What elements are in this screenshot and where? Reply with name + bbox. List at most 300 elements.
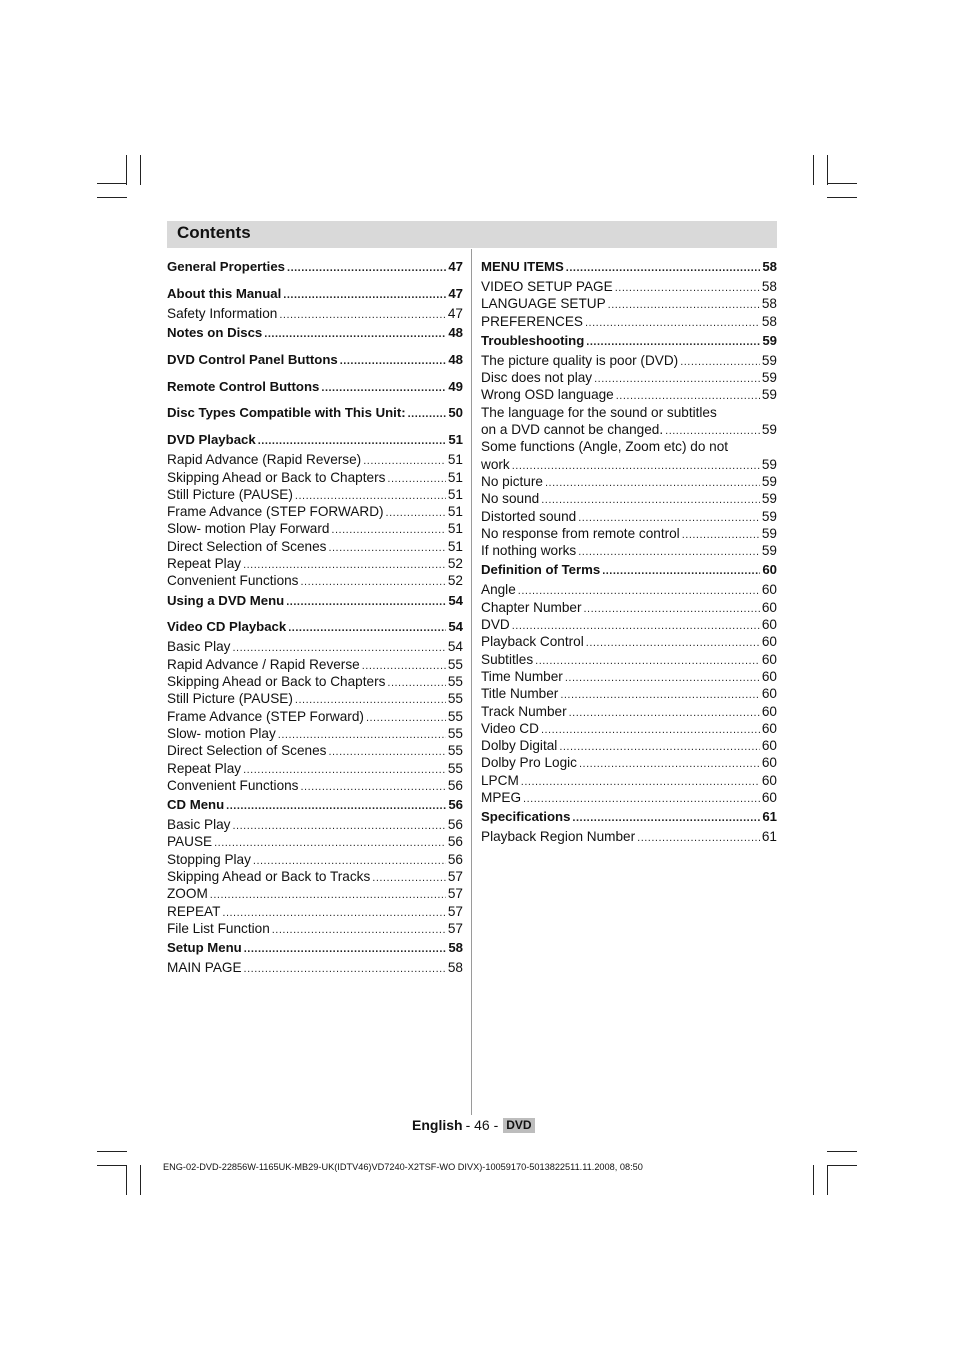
toc-entry-title: PREFERENCES [481, 313, 583, 329]
toc-entry-page: 60 [761, 668, 777, 684]
crop-mark [97, 197, 127, 198]
toc-entry-title: Remote Control Buttons [167, 378, 320, 394]
toc-entry-title: Troubleshooting [481, 332, 585, 348]
toc-entry-title: MENU ITEMS [481, 259, 564, 274]
toc-entry-title: Basic Play [167, 817, 231, 833]
toc-entry [167, 520, 463, 537]
toc-dot-leader [287, 257, 446, 278]
toc-entry-page: 60 [761, 582, 777, 598]
toc-entry-page: 60 [761, 703, 777, 719]
toc-entry-title: No response from remote control [481, 525, 680, 541]
toc-entry [167, 777, 463, 794]
toc-entry-title: LANGUAGE SETUP [481, 296, 606, 312]
crop-mark [827, 1165, 828, 1195]
toc-dot-leader [541, 722, 760, 737]
toc-entry-page: 59 [761, 491, 777, 507]
toc-dot-leader [300, 574, 445, 589]
toc-entry-title: Repeat Play [167, 556, 242, 572]
toc-entry [481, 633, 777, 650]
toc-entry-page: 58 [448, 940, 463, 956]
toc-dot-leader [585, 315, 760, 330]
crop-mark [827, 1165, 857, 1166]
toc-entry [481, 599, 777, 616]
toc-dot-leader [578, 510, 760, 525]
toc-entry-page: 59 [761, 543, 777, 559]
toc-entry [167, 503, 463, 520]
toc-entry [167, 760, 463, 777]
toc-entry [481, 525, 777, 542]
toc-dot-leader [243, 557, 446, 572]
toc-dot-leader [387, 471, 445, 486]
toc-section-entry [167, 794, 463, 816]
toc-entry-title: Frame Advance (STEP FORWARD) [167, 504, 384, 520]
toc-entry [167, 903, 463, 920]
toc-entry-page: 47 [448, 285, 463, 301]
toc-dot-leader [559, 739, 760, 754]
toc-dot-leader [214, 835, 446, 850]
toc-entry-page: 60 [761, 651, 777, 667]
toc-entry-title: Rapid Advance / Rapid Reverse [167, 656, 360, 672]
toc-dot-leader [680, 354, 760, 369]
toc-entry-title: Skipping Ahead or Back to Chapters [167, 674, 386, 690]
toc-entry [481, 295, 777, 312]
toc-dot-leader [616, 388, 760, 403]
toc-entry [481, 473, 777, 490]
toc-dot-leader [565, 670, 760, 685]
toc-dot-leader [408, 403, 447, 424]
toc-entry-title: Slow- motion Play Forward [167, 521, 330, 537]
crop-mark [97, 1165, 127, 1166]
toc-dot-leader [569, 705, 760, 720]
toc-entry-title: No picture [481, 473, 543, 489]
toc-entry-page: 56 [447, 851, 463, 867]
toc-entry-page: 60 [761, 617, 777, 633]
toc-section-entry [167, 429, 463, 451]
toc-entry [481, 508, 777, 525]
toc-dot-leader [321, 377, 446, 398]
toc-entry-page: 59 [762, 332, 777, 348]
toc-entry-page: 48 [448, 351, 463, 367]
toc-dot-leader [232, 818, 445, 833]
toc-entry-title: Subtitles [481, 651, 534, 667]
toc-dot-leader [366, 710, 446, 725]
toc-dot-leader [300, 779, 445, 794]
toc-entry-page: 47 [447, 305, 463, 321]
toc-entry [167, 555, 463, 572]
toc-section-entry [481, 330, 777, 352]
toc-entry [481, 772, 777, 789]
toc-entry-page: 55 [447, 760, 463, 776]
toc-entry [481, 313, 777, 330]
toc-entry [481, 737, 777, 754]
toc-dot-leader [362, 658, 446, 673]
toc-entry-title: Direct Selection of Scenes [167, 743, 327, 759]
toc-entry-title: MAIN PAGE [167, 960, 242, 976]
toc-entry-title: Disc does not play [481, 370, 593, 386]
toc-entry-page: 59 [761, 473, 777, 489]
toc-entry-page: 60 [761, 772, 777, 788]
toc-left-column [167, 256, 463, 977]
toc-entry [167, 868, 463, 885]
toc-entry-page: 56 [447, 817, 463, 833]
toc-entry [481, 421, 777, 438]
toc-entry-page: 47 [448, 259, 463, 274]
toc-dot-leader [244, 938, 447, 959]
toc-entry [481, 542, 777, 559]
toc-entry-page: 59 [761, 422, 777, 438]
toc-dot-leader [328, 540, 445, 555]
toc-entry-title: Playback Region Number [481, 829, 636, 845]
toc-entry [167, 638, 463, 655]
toc-dot-leader [283, 284, 446, 305]
toc-entry-page: 59 [761, 370, 777, 386]
toc-dot-leader [615, 280, 760, 295]
toc-entry-title: Wrong OSD language [481, 387, 614, 403]
toc-entry-title: Time Number [481, 668, 563, 684]
toc-entry-title: Using a DVD Menu [167, 592, 285, 608]
toc-entry-title: MPEG [481, 790, 522, 806]
toc-entry-title: Dolby Pro Logic [481, 755, 577, 771]
toc-entry-title: DVD Playback [167, 432, 256, 448]
toc-entry [481, 616, 777, 633]
toc-dot-leader [545, 475, 760, 490]
print-file-info: ENG-02-DVD-22856W-1165UK-MB29-UK(IDTV46)VD7240-X2TSF-WO DIVX)-10059170-5013822511.11.2008, 08:50 [163, 1162, 643, 1172]
toc-entry-page: 54 [447, 639, 463, 655]
toc-dot-leader [584, 601, 760, 616]
toc-dot-leader [541, 492, 760, 507]
toc-entry-page: 57 [447, 886, 463, 902]
toc-dot-leader [386, 505, 446, 520]
toc-entry [167, 816, 463, 833]
toc-entry [481, 754, 777, 771]
toc-entry-page: 50 [448, 405, 463, 421]
toc-section-entry [481, 559, 777, 581]
toc-entry-page: 58 [761, 296, 777, 312]
toc-entry [481, 668, 777, 685]
toc-dot-leader [578, 544, 760, 559]
toc-entry [481, 438, 777, 455]
toc-entry-title: Angle [481, 582, 516, 598]
toc-entry-page: 60 [761, 755, 777, 771]
toc-dot-leader [521, 774, 760, 789]
toc-entry-title: Frame Advance (STEP Forward) [167, 708, 364, 724]
toc-entry-page: 51 [447, 504, 463, 520]
toc-dot-leader [331, 522, 445, 537]
toc-entry [167, 538, 463, 555]
toc-entry-title: About this Manual [167, 285, 282, 301]
toc-entry-title: Chapter Number [481, 599, 582, 615]
toc-entry [481, 490, 777, 507]
toc-entry-page: 59 [761, 456, 777, 472]
toc-entry-title: Specifications [481, 809, 571, 825]
toc-entry [481, 651, 777, 668]
toc-entry [481, 720, 777, 737]
toc-entry-page: 52 [447, 556, 463, 572]
toc-entry [167, 851, 463, 868]
toc-entry-page: 51 [447, 452, 463, 468]
toc-entry-page: 59 [761, 525, 777, 541]
toc-entry-page: 56 [447, 777, 463, 793]
toc-entry-title: If nothing works [481, 543, 577, 559]
toc-entry-page: 51 [447, 538, 463, 554]
toc-entry-title: DVD [481, 617, 510, 633]
toc-dot-leader [512, 458, 760, 473]
toc-dot-leader [222, 905, 445, 920]
toc-entry-page: 55 [447, 708, 463, 724]
toc-entry-page: 61 [761, 829, 777, 845]
toc-entry [167, 959, 463, 976]
toc-entry-title: Slow- motion Play [167, 725, 276, 741]
toc-entry-title: Repeat Play [167, 760, 242, 776]
footer-language: English [412, 1117, 463, 1133]
toc-entry-page: 60 [761, 599, 777, 615]
toc-entry [167, 469, 463, 486]
toc-entry-page: 55 [447, 743, 463, 759]
toc-dot-leader [608, 297, 760, 312]
toc-section-entry [167, 349, 463, 371]
crop-mark [140, 155, 141, 185]
toc-dot-leader [566, 257, 761, 278]
toc-entry-title: Playback Control [481, 634, 584, 650]
toc-entry-title: Video CD [481, 720, 539, 736]
toc-dot-leader [637, 830, 760, 845]
crop-mark [827, 1151, 857, 1152]
toc-dot-leader [586, 331, 760, 352]
toc-dot-leader [572, 807, 760, 828]
toc-entry [167, 833, 463, 850]
toc-entry-page: 59 [761, 387, 777, 403]
toc-entry-title: ZOOM [167, 886, 208, 902]
toc-entry-page: 60 [761, 720, 777, 736]
toc-dot-leader [232, 640, 445, 655]
toc-dot-leader [579, 756, 760, 771]
toc-entry [167, 742, 463, 759]
toc-entry-title: REPEAT [167, 903, 221, 919]
toc-entry-page: 58 [761, 279, 777, 294]
toc-entry-title: Disc Types Compatible with This Unit: [167, 405, 406, 421]
toc-entry-title: Basic Play [167, 639, 231, 655]
toc-section-entry [167, 376, 463, 398]
toc-entry-title: LPCM [481, 772, 519, 788]
toc-section-entry [167, 283, 463, 305]
toc-dot-leader [535, 653, 760, 668]
page-footer [412, 1117, 535, 1133]
toc-entry-title: Still Picture (PAUSE) [167, 486, 293, 502]
toc-entry [167, 920, 463, 937]
toc-dot-leader [602, 560, 760, 581]
toc-entry-title: Stopping Play [167, 851, 251, 867]
toc-entry [481, 369, 777, 386]
toc-dot-leader [244, 961, 446, 976]
toc-entry [167, 885, 463, 902]
toc-entry-page: 58 [447, 960, 463, 976]
toc-entry [481, 789, 777, 806]
toc-entry-title: PAUSE [167, 834, 213, 850]
toc-dot-leader [295, 488, 446, 503]
toc-entry-title: Skipping Ahead or Back to Tracks [167, 869, 371, 885]
toc-dot-leader [258, 430, 447, 451]
toc-entry-page: 56 [448, 797, 463, 813]
toc-entry [481, 404, 777, 421]
toc-dot-leader [328, 744, 445, 759]
toc-dot-leader [372, 870, 446, 885]
toc-section-entry [167, 616, 463, 638]
toc-entry-page: 60 [761, 686, 777, 702]
toc-entry-page: 48 [448, 325, 463, 341]
toc-entry-page: 61 [762, 809, 777, 825]
contents-header-bar [167, 221, 777, 248]
toc-entry-page: 52 [447, 573, 463, 589]
toc-entry [481, 828, 777, 845]
toc-entry-page: 60 [762, 562, 777, 578]
toc-dot-leader [512, 618, 760, 633]
toc-dot-leader [278, 727, 446, 742]
toc-right-column [481, 256, 777, 846]
toc-entry [481, 278, 777, 295]
toc-entry-title: Track Number [481, 703, 567, 719]
footer-dvd-badge: DVD [503, 1118, 534, 1133]
toc-dot-leader [682, 527, 760, 542]
toc-entry-title: Setup Menu [167, 940, 242, 956]
toc-section-entry [167, 256, 463, 278]
toc-dot-leader [387, 675, 445, 690]
toc-entry-title: The picture quality is poor (DVD) [481, 352, 679, 368]
toc-entry-title: The language for the sound or subtitles [481, 404, 717, 420]
crop-mark [126, 155, 127, 185]
toc-section-entry [167, 402, 463, 424]
toc-dot-leader [279, 307, 446, 322]
crop-mark [827, 155, 828, 185]
crop-mark [813, 155, 814, 185]
toc-entry-page: 54 [448, 592, 463, 608]
toc-dot-leader [288, 617, 446, 638]
footer-page-number: - 46 - [465, 1117, 499, 1133]
toc-entry-title: Still Picture (PAUSE) [167, 691, 293, 707]
toc-entry-page: 51 [447, 521, 463, 537]
toc-entry [167, 725, 463, 742]
toc-entry-page: 59 [761, 508, 777, 524]
toc-entry [481, 685, 777, 702]
toc-entry [481, 581, 777, 598]
toc-dot-leader [264, 323, 446, 344]
toc-section-entry [167, 937, 463, 959]
toc-entry [167, 690, 463, 707]
toc-entry [167, 486, 463, 503]
toc-entry-page: 55 [447, 656, 463, 672]
toc-entry-page: 56 [447, 834, 463, 850]
column-divider [471, 249, 472, 1115]
toc-dot-leader [586, 635, 760, 650]
toc-dot-leader [243, 762, 446, 777]
crop-mark [126, 1165, 127, 1195]
toc-entry-title: No sound [481, 491, 540, 507]
toc-entry-page: 58 [761, 313, 777, 329]
toc-entry [481, 386, 777, 403]
toc-section-entry [167, 322, 463, 344]
toc-entry [481, 352, 777, 369]
toc-entry-title: DVD Control Panel Buttons [167, 351, 338, 367]
toc-entry-title: on a DVD cannot be changed. [481, 422, 664, 438]
toc-entry-title: Definition of Terms [481, 562, 601, 578]
page-title: Contents [177, 223, 251, 242]
toc-entry-page: 51 [448, 432, 463, 448]
crop-mark [140, 1165, 141, 1195]
toc-entry-title: Distorted sound [481, 508, 577, 524]
toc-entry-title: CD Menu [167, 797, 225, 813]
toc-dot-leader [210, 887, 446, 902]
toc-dot-leader [272, 922, 446, 937]
toc-entry-page: 58 [762, 259, 777, 274]
toc-dot-leader [665, 423, 760, 438]
toc-dot-leader [226, 795, 446, 816]
crop-mark [827, 183, 857, 184]
toc-dot-leader [523, 791, 760, 806]
toc-dot-leader [363, 453, 446, 468]
toc-section-entry [167, 590, 463, 612]
toc-entry [167, 305, 463, 322]
toc-entry [167, 673, 463, 690]
toc-entry-page: 60 [761, 738, 777, 754]
toc-dot-leader [560, 687, 760, 702]
toc-entry-title: Dolby Digital [481, 738, 558, 754]
toc-entry-page: 60 [761, 634, 777, 650]
toc-entry-title: General Properties [167, 259, 286, 274]
toc-entry-title: Skipping Ahead or Back to Chapters [167, 469, 386, 485]
toc-entry-title: Direct Selection of Scenes [167, 538, 327, 554]
crop-mark [97, 183, 127, 184]
toc-entry-title: Video CD Playback [167, 619, 287, 635]
toc-entry-page: 54 [448, 619, 463, 635]
toc-entry [167, 572, 463, 589]
toc-entry [167, 708, 463, 725]
toc-dot-leader [295, 692, 446, 707]
toc-entry-page: 55 [447, 725, 463, 741]
toc-entry-page: 51 [447, 469, 463, 485]
toc-entry-title: VIDEO SETUP PAGE [481, 279, 613, 294]
toc-entry-page: 55 [447, 674, 463, 690]
crop-mark [813, 1165, 814, 1195]
toc-entry-title: Title Number [481, 686, 559, 702]
toc-dot-leader [594, 371, 760, 386]
toc-entry-page: 57 [447, 869, 463, 885]
toc-entry-page: 55 [447, 691, 463, 707]
toc-entry-title: Rapid Advance (Rapid Reverse) [167, 452, 362, 468]
toc-entry-title: File List Function [167, 920, 270, 936]
toc-entry-page: 49 [448, 378, 463, 394]
toc-entry-page: 51 [447, 486, 463, 502]
crop-mark [97, 1151, 127, 1152]
toc-dot-leader [253, 853, 446, 868]
toc-dot-leader [340, 350, 447, 371]
toc-dot-leader [518, 583, 760, 598]
toc-entry-page: 57 [447, 903, 463, 919]
toc-entry-title: Some functions (Angle, Zoom etc) do not [481, 439, 729, 455]
toc-entry-page: 60 [761, 790, 777, 806]
toc-entry-title: work [481, 456, 510, 472]
toc-section-entry [481, 256, 777, 278]
crop-mark [827, 197, 857, 198]
toc-entry-title: Notes on Discs [167, 325, 263, 341]
toc-entry-title: Convenient Functions [167, 777, 299, 793]
toc-entry [481, 456, 777, 473]
toc-entry-title: Convenient Functions [167, 573, 299, 589]
toc-section-entry [481, 806, 777, 828]
toc-entry-page: 59 [761, 352, 777, 368]
toc-entry-page: 57 [447, 920, 463, 936]
toc-entry [167, 656, 463, 673]
toc-entry [167, 451, 463, 468]
toc-entry-title: Safety Information [167, 305, 278, 321]
